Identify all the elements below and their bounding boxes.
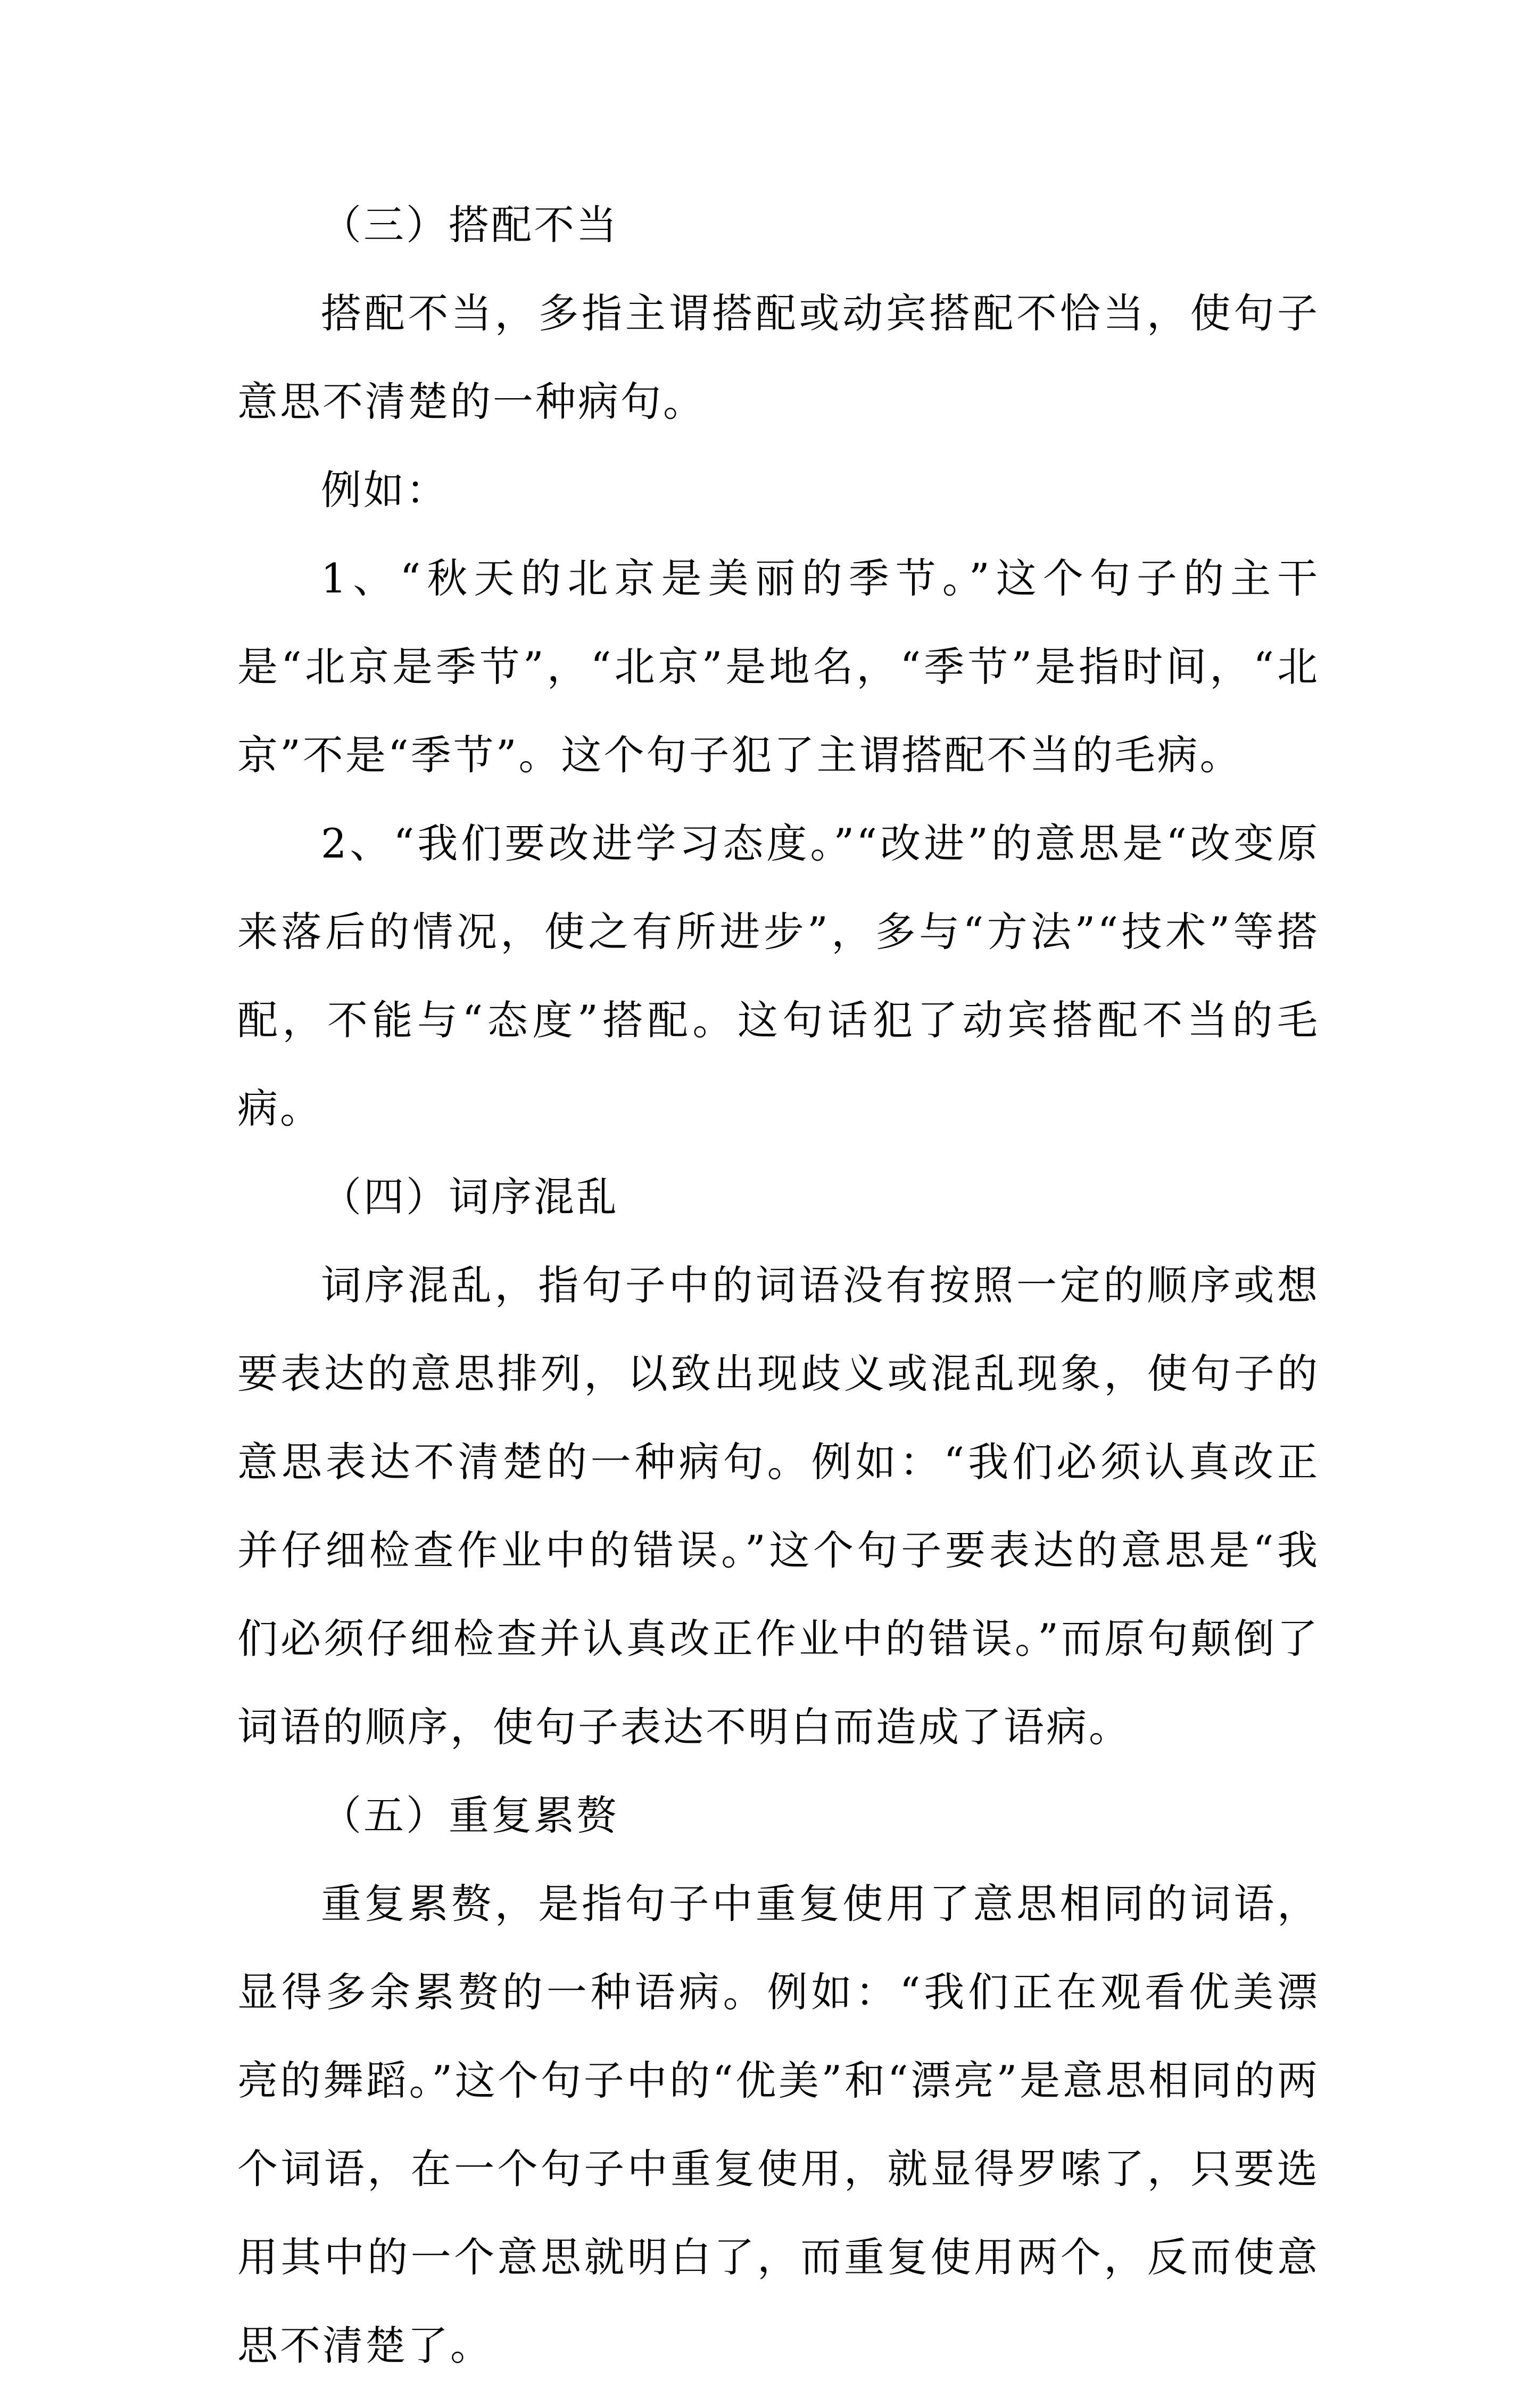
- section-heading-word-order: （四）词序混乱: [321, 1173, 619, 1221]
- paragraph-mismatch-definition: 搭配不当，多指主谓搭配或动宾搭配不恰当，使句子意思不清楚的一种病句。: [237, 290, 1320, 425]
- paragraph-example-intro: 例如：: [321, 466, 449, 514]
- document-body: [237, 181, 1320, 2390]
- paragraph-example-1: 1、“秋天的北京是美丽的季节。”这个句子的主干是“北京是季节”，“北京”是地名，“季节”是指时间，“北京”不是“季节”。这个句子犯了主谓搭配不当的毛病。: [237, 555, 1320, 779]
- paragraph-word-order: 词序混乱，指句子中的词语没有按照一定的顺序或想要表达的意思排列，以致出现歧义或混乱现象，使句子的意思表达不清楚的一种病句。例如：“我们必须认真改正并仔细检查作业中的错误。”这个句子要表达的意思是“我们必须仔细检查并认真改正作业中的错误。”而原句颠倒了词语的顺序，使句子表达不明白而造成了语病。: [237, 1262, 1320, 1751]
- section-heading-redundancy: （五）重复累赘: [321, 1792, 619, 1839]
- paragraph-redundancy: 重复累赘，是指句子中重复使用了意思相同的词语，显得多余累赘的一种语病。例如：“我们正在观看优美漂亮的舞蹈。”这个句子中的“优美”和“漂亮”是意思相同的两个词语，在一个句子中重复使用，就显得罗嗦了，只要选用其中的一个意思就明白了，而重复使用两个，反而使意思不清楚了。: [237, 1880, 1320, 2369]
- section-heading-mismatch: （三）搭配不当: [321, 201, 619, 249]
- paragraph-example-2: 2、“我们要改进学习态度。”“改进”的意思是“改变原来落后的情况，使之有所进步”，多与“方法”“技术”等搭配，不能与“态度”搭配。这句话犯了动宾搭配不当的毛病。: [237, 820, 1320, 1132]
